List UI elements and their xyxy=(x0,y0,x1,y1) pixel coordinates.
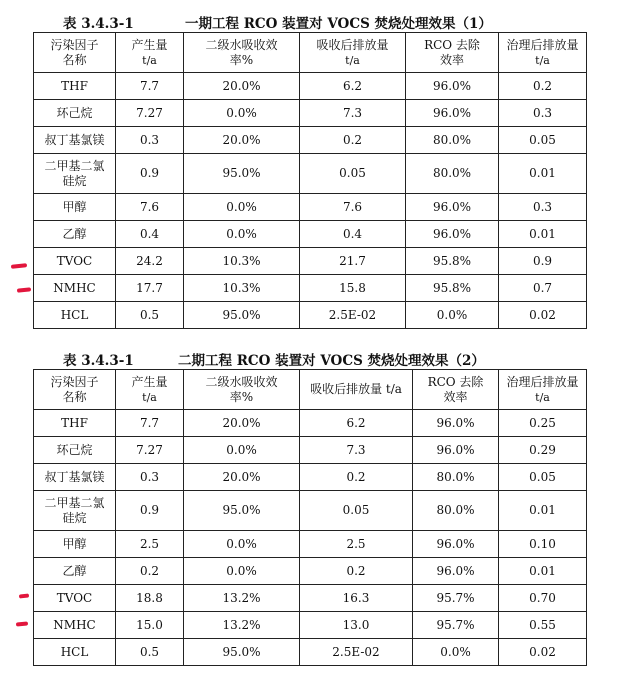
rco-efficiency: 96.0% xyxy=(413,437,499,464)
post-absorption-value: 21.7 xyxy=(300,248,406,275)
table-row xyxy=(34,248,587,275)
rco-efficiency: 96.0% xyxy=(406,73,499,100)
table-header-row xyxy=(34,33,587,73)
rco-efficiency: 96.0% xyxy=(406,221,499,248)
final-emission: 0.01 xyxy=(499,154,587,194)
header-cell: 产生量 t/a xyxy=(116,370,184,410)
table-title: 二期工程 RCO 装置对 VOCS 焚烧处理效果（2） xyxy=(178,353,485,369)
rco-efficiency: 0.0% xyxy=(406,302,499,329)
pollutant-name: 乙醇 xyxy=(34,221,116,248)
pen-mark xyxy=(17,287,31,292)
rco-efficiency: 80.0% xyxy=(406,154,499,194)
pollutant-name: 二甲基二氯 硅烷 xyxy=(34,154,116,194)
final-emission: 0.02 xyxy=(499,302,587,329)
final-emission: 0.25 xyxy=(499,410,587,437)
post-absorption-value: 15.8 xyxy=(300,275,406,302)
table-row xyxy=(34,302,587,329)
table-row xyxy=(34,531,587,558)
post-absorption-value: 0.2 xyxy=(300,464,413,491)
pollutant-name: THF xyxy=(34,410,116,437)
header-cell: 二级水吸收效 率% xyxy=(184,33,300,73)
pollutant-name: TVOC xyxy=(34,585,116,612)
generation-value: 0.4 xyxy=(116,221,184,248)
pollutant-name: HCL xyxy=(34,639,116,666)
absorption-rate: 95.0% xyxy=(184,639,300,666)
table-caption xyxy=(33,6,586,32)
pollutant-name: 甲醇 xyxy=(34,531,116,558)
data-table xyxy=(33,369,587,666)
pollutant-name: 二甲基二氯 硅烷 xyxy=(34,491,116,531)
header-cell: RCO 去除 效率 xyxy=(413,370,499,410)
generation-value: 0.5 xyxy=(116,639,184,666)
generation-value: 17.7 xyxy=(116,275,184,302)
absorption-rate: 95.0% xyxy=(184,154,300,194)
post-absorption-value: 6.2 xyxy=(300,73,406,100)
table-row xyxy=(34,194,587,221)
table-row xyxy=(34,558,587,585)
post-absorption-value: 7.6 xyxy=(300,194,406,221)
rco-efficiency: 95.7% xyxy=(413,612,499,639)
rco-efficiency: 96.0% xyxy=(406,100,499,127)
rco-efficiency: 80.0% xyxy=(413,464,499,491)
final-emission: 0.7 xyxy=(499,275,587,302)
absorption-rate: 0.0% xyxy=(184,100,300,127)
pollutant-name: 甲醇 xyxy=(34,194,116,221)
header-cell: 污染因子 名称 xyxy=(34,33,116,73)
absorption-rate: 20.0% xyxy=(184,410,300,437)
rco-efficiency: 96.0% xyxy=(413,410,499,437)
absorption-rate: 0.0% xyxy=(184,437,300,464)
post-absorption-value: 0.2 xyxy=(300,558,413,585)
table-row xyxy=(34,127,587,154)
pollutant-name: THF xyxy=(34,73,116,100)
generation-value: 7.6 xyxy=(116,194,184,221)
final-emission: 0.70 xyxy=(499,585,587,612)
final-emission: 0.10 xyxy=(499,531,587,558)
generation-value: 7.7 xyxy=(116,410,184,437)
rco-efficiency: 80.0% xyxy=(406,127,499,154)
rco-efficiency: 80.0% xyxy=(413,491,499,531)
generation-value: 7.27 xyxy=(116,100,184,127)
post-absorption-value: 0.4 xyxy=(300,221,406,248)
pollutant-name: NMHC xyxy=(34,612,116,639)
table-row xyxy=(34,612,587,639)
rco-efficiency: 96.0% xyxy=(413,531,499,558)
table-block-2 xyxy=(33,343,586,666)
pollutant-name: 环己烷 xyxy=(34,100,116,127)
header-cell: RCO 去除 效率 xyxy=(406,33,499,73)
post-absorption-value: 7.3 xyxy=(300,100,406,127)
absorption-rate: 10.3% xyxy=(184,248,300,275)
header-cell: 二级水吸收效 率% xyxy=(184,370,300,410)
final-emission: 0.29 xyxy=(499,437,587,464)
rco-efficiency: 95.8% xyxy=(406,275,499,302)
generation-value: 24.2 xyxy=(116,248,184,275)
post-absorption-value: 16.3 xyxy=(300,585,413,612)
post-absorption-value: 6.2 xyxy=(300,410,413,437)
absorption-rate: 10.3% xyxy=(184,275,300,302)
rco-efficiency: 95.8% xyxy=(406,248,499,275)
absorption-rate: 0.0% xyxy=(184,221,300,248)
generation-value: 0.5 xyxy=(116,302,184,329)
pollutant-name: HCL xyxy=(34,302,116,329)
generation-value: 7.27 xyxy=(116,437,184,464)
pollutant-name: NMHC xyxy=(34,275,116,302)
header-cell: 吸收后排放量 t/a xyxy=(300,33,406,73)
post-absorption-value: 2.5E-02 xyxy=(300,639,413,666)
absorption-rate: 13.2% xyxy=(184,585,300,612)
final-emission: 0.3 xyxy=(499,100,587,127)
table-row xyxy=(34,639,587,666)
pollutant-name: 乙醇 xyxy=(34,558,116,585)
table-title: 一期工程 RCO 装置对 VOCS 焚烧处理效果（1） xyxy=(185,16,492,32)
generation-value: 15.0 xyxy=(116,612,184,639)
table-caption xyxy=(33,343,586,369)
post-absorption-value: 7.3 xyxy=(300,437,413,464)
post-absorption-value: 13.0 xyxy=(300,612,413,639)
final-emission: 0.05 xyxy=(499,127,587,154)
table-number: 表 3.4.3-1 xyxy=(63,16,134,32)
generation-value: 7.7 xyxy=(116,73,184,100)
rco-efficiency: 0.0% xyxy=(413,639,499,666)
header-cell: 吸收后排放量 t/a xyxy=(300,370,413,410)
absorption-rate: 20.0% xyxy=(184,464,300,491)
absorption-rate: 20.0% xyxy=(184,73,300,100)
pen-mark xyxy=(19,593,29,598)
post-absorption-value: 2.5E-02 xyxy=(300,302,406,329)
post-absorption-value: 0.05 xyxy=(300,491,413,531)
pen-mark xyxy=(11,263,27,269)
absorption-rate: 95.0% xyxy=(184,491,300,531)
absorption-rate: 0.0% xyxy=(184,194,300,221)
table-row xyxy=(34,275,587,302)
table-number: 表 3.4.3-1 xyxy=(63,353,134,369)
final-emission: 0.01 xyxy=(499,558,587,585)
final-emission: 0.01 xyxy=(499,491,587,531)
generation-value: 2.5 xyxy=(116,531,184,558)
table-row xyxy=(34,464,587,491)
final-emission: 0.05 xyxy=(499,464,587,491)
absorption-rate: 20.0% xyxy=(184,127,300,154)
table-row xyxy=(34,491,587,531)
generation-value: 0.3 xyxy=(116,127,184,154)
table-block-1 xyxy=(33,6,586,329)
final-emission: 0.02 xyxy=(499,639,587,666)
pollutant-name: TVOC xyxy=(34,248,116,275)
generation-value: 0.3 xyxy=(116,464,184,491)
generation-value: 0.9 xyxy=(116,154,184,194)
post-absorption-value: 0.05 xyxy=(300,154,406,194)
table-row xyxy=(34,585,587,612)
table-row xyxy=(34,410,587,437)
header-cell: 产生量 t/a xyxy=(116,33,184,73)
generation-value: 18.8 xyxy=(116,585,184,612)
absorption-rate: 0.0% xyxy=(184,558,300,585)
final-emission: 0.9 xyxy=(499,248,587,275)
generation-value: 0.2 xyxy=(116,558,184,585)
pen-mark xyxy=(16,621,28,626)
post-absorption-value: 2.5 xyxy=(300,531,413,558)
post-absorption-value: 0.2 xyxy=(300,127,406,154)
rco-efficiency: 96.0% xyxy=(413,558,499,585)
generation-value: 0.9 xyxy=(116,491,184,531)
table-header-row xyxy=(34,370,587,410)
table-row xyxy=(34,154,587,194)
absorption-rate: 0.0% xyxy=(184,531,300,558)
final-emission: 0.01 xyxy=(499,221,587,248)
pollutant-name: 环己烷 xyxy=(34,437,116,464)
pollutant-name: 叔丁基氯镁 xyxy=(34,127,116,154)
data-table xyxy=(33,32,587,329)
final-emission: 0.55 xyxy=(499,612,587,639)
table-row xyxy=(34,100,587,127)
rco-efficiency: 95.7% xyxy=(413,585,499,612)
header-cell: 治理后排放量 t/a xyxy=(499,33,587,73)
final-emission: 0.2 xyxy=(499,73,587,100)
absorption-rate: 95.0% xyxy=(184,302,300,329)
header-cell: 治理后排放量 t/a xyxy=(499,370,587,410)
pollutant-name: 叔丁基氯镁 xyxy=(34,464,116,491)
absorption-rate: 13.2% xyxy=(184,612,300,639)
table-row xyxy=(34,437,587,464)
rco-efficiency: 96.0% xyxy=(406,194,499,221)
table-row xyxy=(34,73,587,100)
table-row xyxy=(34,221,587,248)
final-emission: 0.3 xyxy=(499,194,587,221)
header-cell: 污染因子 名称 xyxy=(34,370,116,410)
